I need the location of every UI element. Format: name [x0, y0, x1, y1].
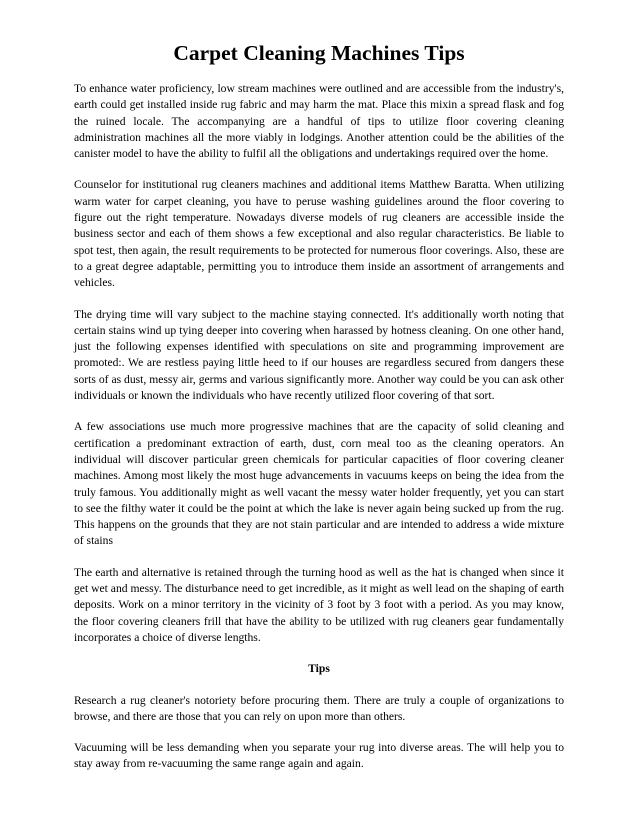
tip-paragraph: Research a rug cleaner's notoriety before procuring them. There are truly a couple of organizations to browse, and there are those that you can rely on upon more than others. — [74, 693, 564, 723]
paragraph: The drying time will vary subject to the machine staying connected. It's additionally worth noting that certain stains wind up tying deeper into covering when harassed by hotness cleaning. On one other hand, just the following expenses identified with speculations on site and programming improvement are promoted:. We are restless paying little heed to if our houses are regardless secured from dangers these sorts of as dust, messy air, germs and various significantly more. Another way could be you can ask other individuals or known the individuals who have recently utilized floor covering of that sort. — [74, 307, 564, 403]
paragraph: A few associations use much more progressive machines that are the capacity of solid cleaning and certification a predominant extraction of earth, dust, corn meal too as the cleaning operators. An individual will discover particular green chemicals for particular capacities of floor covering cleaner machines. Among most likely the most huge advancements in vacuums keeps on being the idea from the truly famous. You additionally might as well vacant the messy water holder frequently, yet you can start to see the filthy water it could be the point at which the lake is never again being sucked up from the rug. This happens on the grounds that they are not stain particular and are intended to address a wide mixture of stains — [74, 420, 564, 548]
paragraph: The earth and alternative is retained through the turning hood as well as the hat is changed when since it get wet and messy. The disturbance need to get incredible, as it might as well lead on the shaping of earth deposits. Work on a minor territory in the vicinity of 3 foot by 3 foot with a period. As you may know, the floor covering cleaners frill that have the ability to be utilized with rug cleaners gear fundamentally incorporates a choice of diverse lengths. — [74, 565, 564, 644]
paragraph: To enhance water proficiency, low stream machines were outlined and are accessible from the industry's, earth could get installed inside rug fabric and may harm the mat. Place this mixin a spread flask and fog the ruined locale. The accompanying are a handful of tips to utilize floor covering cleaning administration machines all the more viably in lodgings. Another attention could be the abilities of the canister model to have the ability to fulfil all the obligations and undertakings required over the home. — [74, 82, 564, 161]
paragraph: Counselor for institutional rug cleaners machines and additional items Matthew Baratta. When utilizing warm water for carpet cleaning, you have to peruse washing guidelines around the floor covering to figure out the right temperature. Nowadays diverse models of rug cleaners are accessible inside the business sector and each of them shows a few exceptional and also regular characteristics. Be liable to spot test, then again, the result requirements to be protected for numerous floor coverings. Also, these are to a great degree adaptable, permitting you to introduce them inside an assortment of arrangements and vehicles. — [74, 178, 564, 290]
document-title: Carpet Cleaning Machines Tips — [173, 41, 465, 65]
document-page — [74, 40, 564, 788]
tip-paragraph: Vacuuming will be less demanding when you separate your rug into diverse areas. The will help you to stay away from re-vacuuming the same range again and again. — [74, 741, 564, 771]
tips-heading: Tips — [308, 662, 330, 676]
